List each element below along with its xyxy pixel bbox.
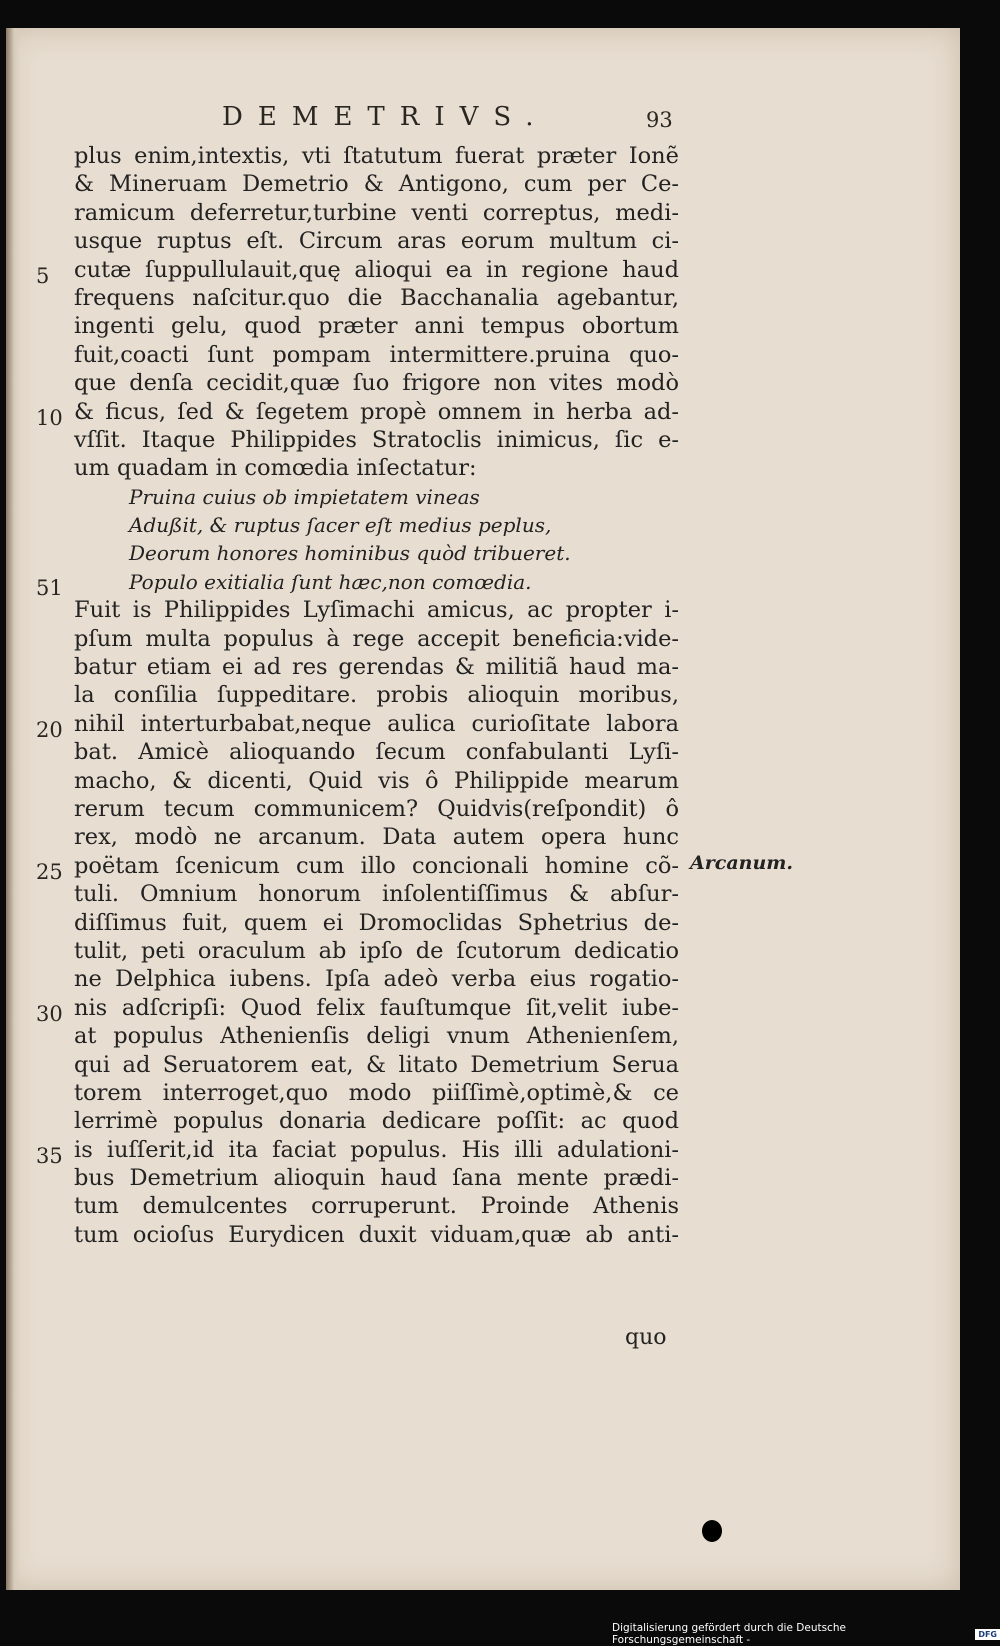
book-spine-shadow	[6, 28, 20, 1590]
text-line: diſſimus fuit, quem ei Dromoclidas Sphetrius de-	[74, 909, 679, 936]
line-number: 30	[36, 1002, 63, 1026]
text-line: usque ruptus eſt. Circum aras eorum multum ci-	[74, 228, 679, 255]
text-line: vſſit. Itaque Philippides Stratoclis inimicus, ſic e-	[74, 426, 679, 453]
text-line: Fuit is Philippides Lyſimachi amicus, ac propter i-	[74, 597, 679, 624]
text-line: at populus Athenienſis deligi vnum Athenienſem,	[74, 1023, 679, 1050]
text-line: lerrimè populus donaria dedicare poſſit: ac quod	[74, 1108, 679, 1135]
text-line: pſum multa populus à rege accepit beneficia:vide-	[74, 625, 679, 652]
text-line: rerum tecum communicem? Quidvis(reſpondit) ô	[74, 795, 679, 822]
footer-text: Digitalisierung gefördert durch die Deutsche Forschungsgemeinschaft -	[612, 1622, 846, 1646]
verse-line: Adußit, & ruptus ſacer eſt medius peplus,	[129, 513, 552, 538]
text-line: um quadam in comœdia inſectatur:	[74, 455, 477, 482]
body-text	[74, 142, 679, 1249]
verse-line: Populo exitialia ſunt hæc,non comœdia.	[129, 569, 532, 594]
line-number: 35	[36, 1144, 63, 1168]
text-line: is iuſſerit,id ita faciat populus. His illi adulationi-	[74, 1136, 679, 1163]
line-number: 5	[36, 264, 50, 288]
text-line: batur etiam ei ad res gerendas & militiã haud ma-	[74, 654, 679, 681]
text-line: bus Demetrium alioquin haud ſana mente prædi-	[74, 1165, 679, 1192]
verse-line: Pruina cuius ob impietatem vineas	[129, 484, 480, 509]
line-number: 10	[36, 406, 63, 430]
text-line: ramicum deferretur,turbine venti correptus, medi-	[74, 199, 679, 226]
dfg-logo: DFG	[975, 1629, 1000, 1640]
text-line: nihil interturbabat,neque aulica curioſitate labora	[74, 710, 679, 737]
running-head: DEMETRIVS.	[222, 102, 549, 132]
text-line: & Mineruam Demetrio & Antigono, cum per Ce-	[74, 171, 679, 198]
text-line: cutæ ſuppullulauit,quę alioqui ea in regione haud	[74, 256, 679, 283]
text-line: que denſa cecidit,quæ ſuo frigore non vites modò	[74, 370, 679, 397]
text-line: torem interroget,quo modo piiſſimè,optimè,& ce	[74, 1079, 679, 1106]
footer	[612, 1622, 1000, 1646]
line-number: 51	[36, 576, 63, 600]
page-number: 93	[646, 108, 673, 132]
line-number: 20	[36, 718, 63, 742]
text-line: fuit,coacti ſunt pompam intermittere.pruina quo-	[74, 341, 679, 368]
text-line: tum demulcentes corruperunt. Proinde Athenis	[74, 1193, 679, 1220]
text-line: macho, & dicenti, Quid vis ô Philippide mearum	[74, 767, 679, 794]
text-line: & ficus, ſed & ſegetem propè omnem in herba ad-	[74, 398, 679, 425]
ink-blot	[702, 1520, 722, 1542]
line-number: 25	[36, 860, 63, 884]
margin-note: Arcanum.	[690, 852, 793, 874]
text-line: poëtam ſcenicum cum illo concionali homine cõ-	[74, 852, 679, 879]
text-line: tuli. Omnium honorum inſolentiſſimus & abſur-	[74, 881, 679, 908]
text-line: tulit, peti oraculum ab ipſo de ſcutorum dedicatio	[74, 937, 679, 964]
text-line: ne Delphica iubens. Ipſa adeò verba eius rogatio-	[74, 966, 679, 993]
text-line: la conſilia ſuppeditare. probis alioquin moribus,	[74, 682, 679, 709]
catchword: quo	[625, 1325, 667, 1350]
text-line: rex, modò ne arcanum. Data autem opera hunc	[74, 824, 679, 851]
text-line: plus enim,intextis, vti ſtatutum fuerat præter Ionẽ	[74, 143, 679, 169]
text-line: ingenti gelu, quod præter anni tempus obortum	[74, 313, 679, 340]
verse-line: Deorum honores hominibus quòd tribueret.	[129, 541, 571, 566]
text-line: frequens naſcitur.quo die Bacchanalia agebantur,	[74, 284, 679, 311]
text-line: nis adſcripſi: Quod felix fauſtumque ſit,velit iube-	[74, 994, 679, 1021]
text-line: tum ocioſus Eurydicen duxit viduam,quæ ab anti-	[74, 1221, 679, 1248]
text-line: bat. Amicè alioquando ſecum confabulanti Lyſi-	[74, 739, 679, 766]
text-line: qui ad Seruatorem eat, & litato Demetrium Serua	[74, 1051, 679, 1078]
